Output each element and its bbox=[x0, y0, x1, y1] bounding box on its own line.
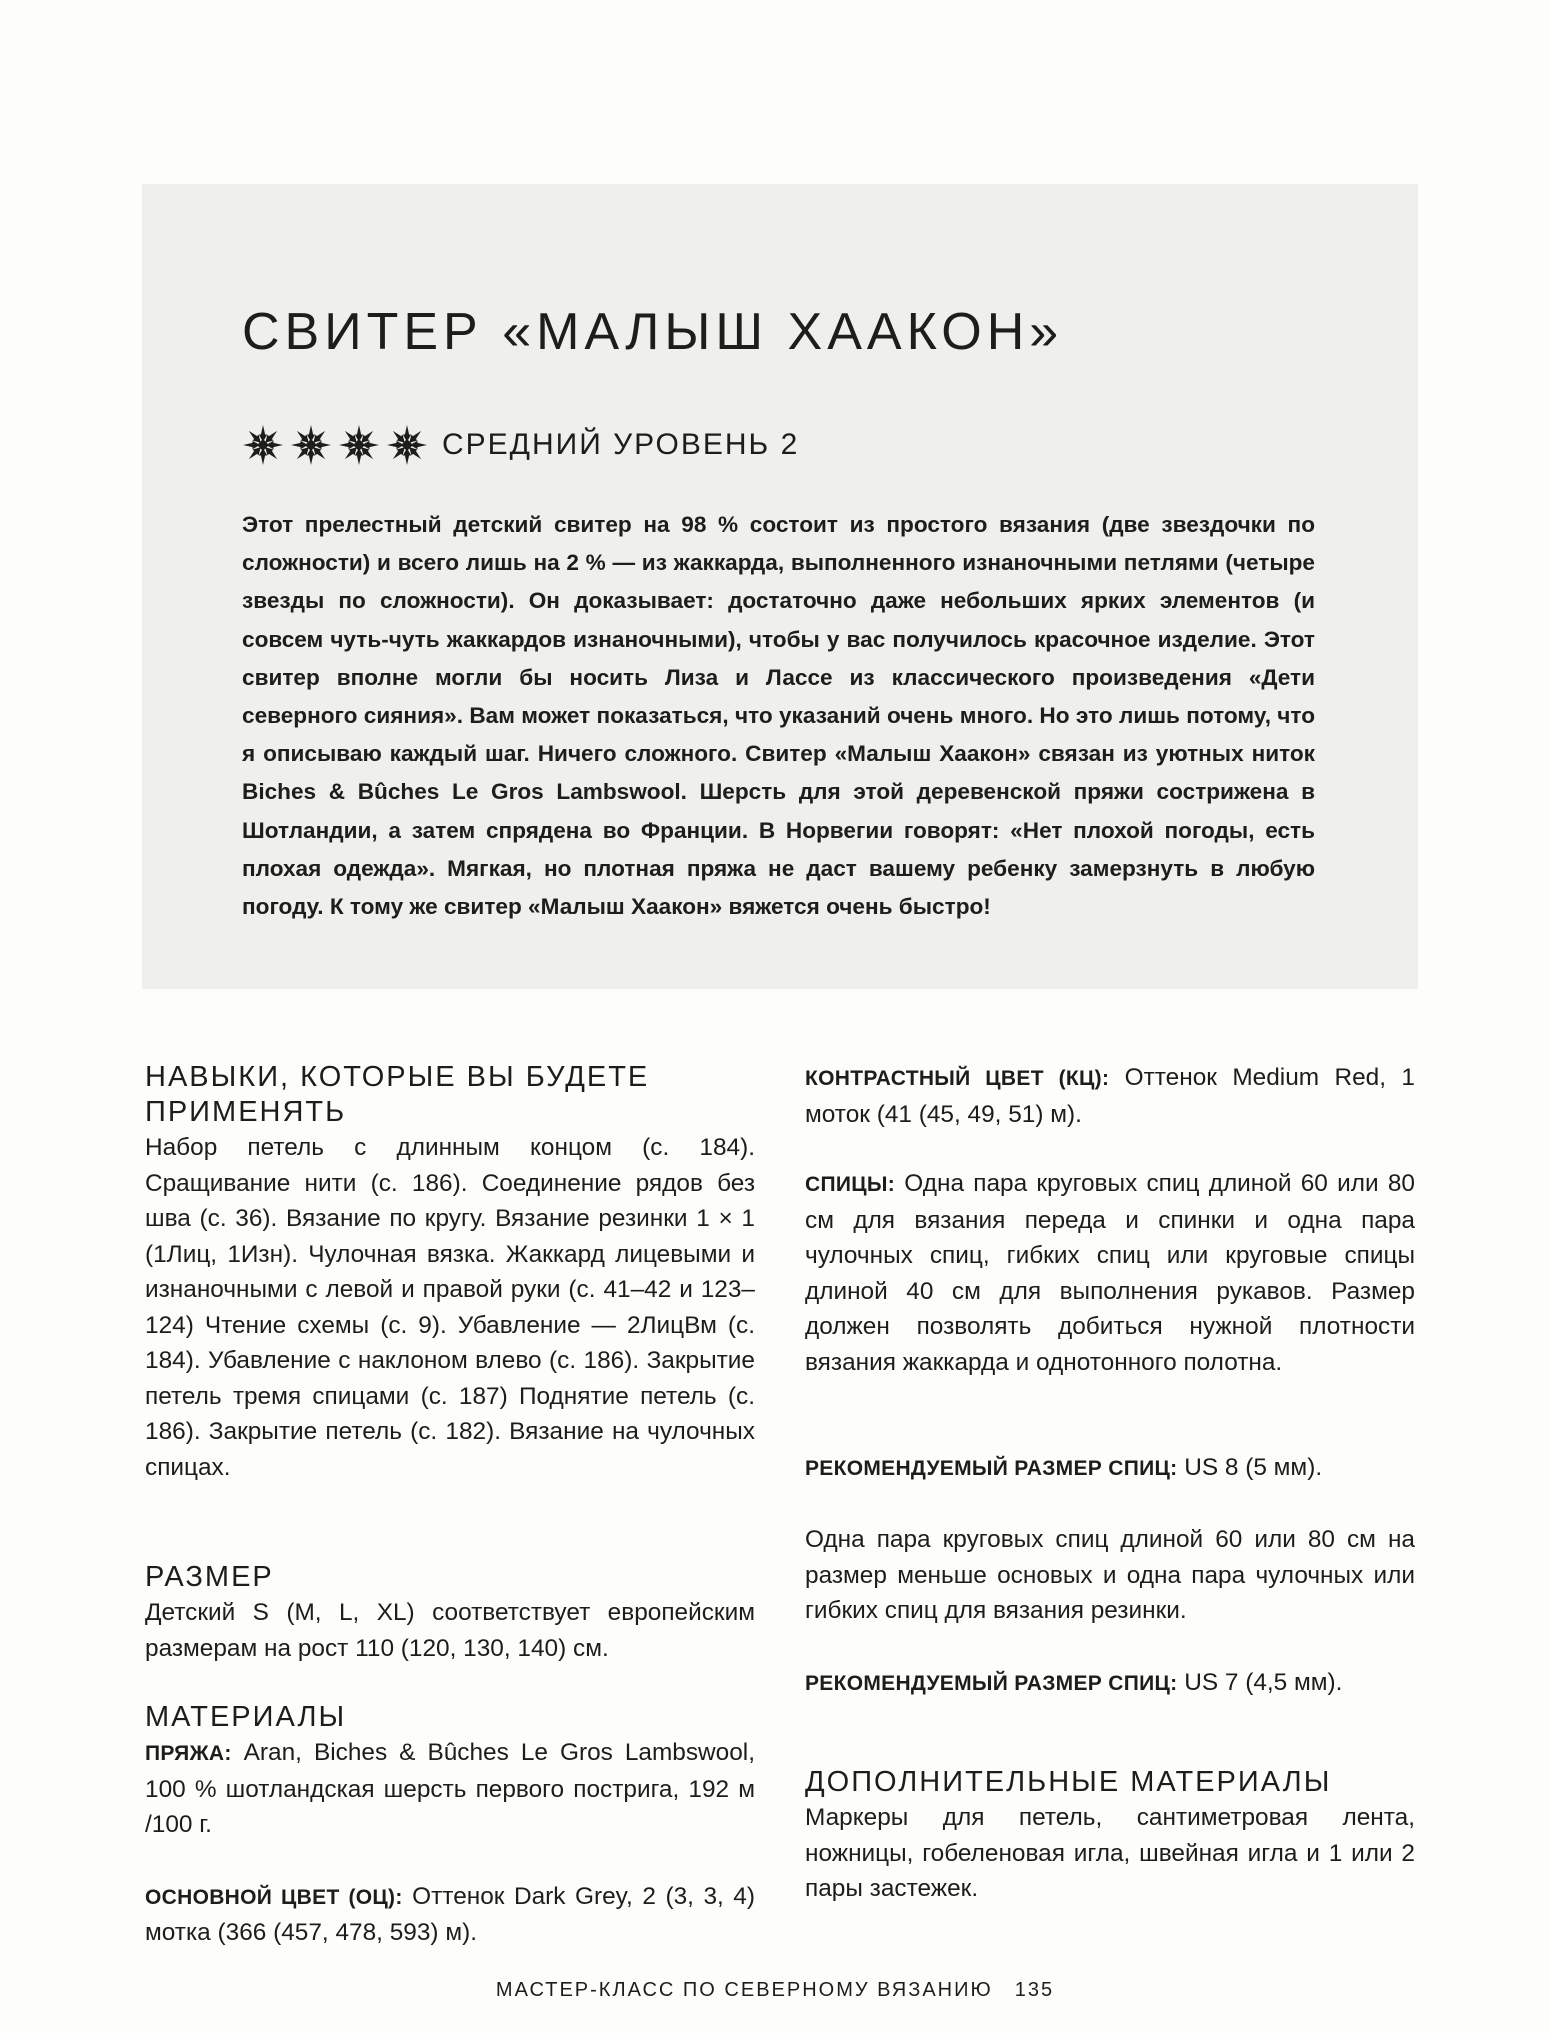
rec-size-1-label: РЕКОМЕНДУЕМЫЙ РАЗМЕР СПИЦ: bbox=[805, 1457, 1178, 1480]
main-color-paragraph bbox=[145, 1879, 755, 1951]
contrast-color-paragraph bbox=[805, 1060, 1415, 1132]
contrast-section bbox=[805, 1060, 1415, 1132]
main-color-label: ОСНОВНОЙ ЦВЕТ (ОЦ): bbox=[145, 1885, 403, 1909]
extra-materials-text: Маркеры для петель, сантиметровая лента, ножницы, гобеленовая игла, швейная игла и 1 или 2 пары застежек. bbox=[805, 1804, 1415, 1902]
snowflake-star-icon bbox=[338, 424, 380, 466]
skills-heading-line-2: ПРИМЕНЯТЬ bbox=[145, 1096, 347, 1128]
skills-section bbox=[145, 1060, 755, 1485]
difficulty-stars bbox=[242, 424, 428, 466]
rec-size-2-paragraph bbox=[805, 1665, 1415, 1702]
size-text: Детский S (M, L, XL) соответствует европейским размерам на рост 110 (120, 130, 140) см. bbox=[145, 1599, 755, 1662]
book-title: МАСТЕР-КЛАСС ПО СЕВЕРНОМУ ВЯЗАНИЮ bbox=[495, 1979, 993, 2001]
needles-label: СПИЦЫ: bbox=[805, 1173, 896, 1196]
skills-heading-line-1: НАВЫКИ, КОТОРЫЕ ВЫ БУДЕТЕ bbox=[145, 1061, 650, 1093]
yarn-paragraph bbox=[145, 1735, 755, 1843]
pair-text: Одна пара круговых спиц длиной 60 или 80 см на размер меньше основых и одна пара чулочных или гибких спиц для вязания резинки. bbox=[805, 1526, 1415, 1624]
intro-paragraph: Этот прелестный детский свитер на 98 % состоит из простого вязания (две звездочки по сложности) и всего лишь на 2 % — из жаккарда, выполненного изнаночными петлями (четыре звезды по сложности). Он доказывает: достаточно даже небольших ярких элементов (и совсем чуть-чуть жаккардов изнаночными), чтобы у вас получилось красочное изделие. Этот свитер вполне могли бы носить Лиза и Лассе из классического произведения «Дети северного сияния». Вам может показаться, что указаний очень много. Но это лишь потому, что я описываю каждый шаг. Ничего сложного. Свитер «Малыш Хаакон» связан из уютных ниток Biches & Bûches Le Gros Lambswool. Шерсть для этой деревенской пряжи сострижена в Шотландии, а затем спрядена во Франции. В Норвегии говорят: «Нет плохой погоды, есть плохая одежда». Мягкая, но плотная пряжа не даст вашему ребенку замерзнуть в любую погоду. К тому же свитер «Малыш Хаакон» вяжется очень быстро! bbox=[242, 512, 1315, 920]
rec-size-1-section bbox=[805, 1450, 1415, 1487]
needles-section bbox=[805, 1166, 1415, 1380]
rec-size-2-label: РЕКОМЕНДУЕМЫЙ РАЗМЕР СПИЦ: bbox=[805, 1672, 1178, 1695]
skills-heading bbox=[145, 1060, 755, 1130]
rec-size-1-text: US 8 (5 мм). bbox=[1177, 1454, 1323, 1481]
contrast-color-label: КОНТРАСТНЫЙ ЦВЕТ (КЦ): bbox=[805, 1067, 1110, 1090]
snowflake-star-icon bbox=[242, 424, 284, 466]
snowflake-star-icon bbox=[386, 424, 428, 466]
size-section bbox=[145, 1560, 755, 1666]
difficulty-level bbox=[242, 424, 799, 466]
rec-size-1-paragraph bbox=[805, 1450, 1415, 1487]
intro-box bbox=[142, 184, 1418, 989]
skills-text: Набор петель с длинным концом (с. 184). Сращивание нити (с. 186). Соединение рядов без шва (с. 36). Вязание по кругу. Вязание резинки 1 × 1 (1Лиц, 1Изн). Чулочная вязка. Жаккард лицевыми и изнаночными с левой и правой руки (с. 41–42 и 123–124) Чтение схемы (с. 9). Убавление — 2ЛицВм (с. 184). Убавление с наклоном влево (с. 186). Закрытие петель тремя спицами (с. 187) Поднятие петель (с. 186). Закрытие петель (с. 182). Вязание на чулочных спицах. bbox=[145, 1134, 755, 1481]
rec-size-2-text: US 7 (4,5 мм). bbox=[1177, 1669, 1343, 1696]
materials-heading: МАТЕРИАЛЫ bbox=[145, 1701, 347, 1733]
yarn-text: Aran, Biches & Bûches Le Gros Lambswool, 100 % шотландская шерсть первого пострига, 192 м /100 г. bbox=[145, 1739, 755, 1838]
contrast-color-text: Оттенок Medium Red, 1 моток (41 (45, 49, 51) м). bbox=[805, 1064, 1415, 1128]
needles-text: Одна пара круговых спиц длиной 60 или 80 см для вязания переда и спинки и одна пара чулочных спиц, гибких спиц или круговые спицы длиной 40 см для выполнения рукавов. Размер должен позволять добиться нужной плотности вязания жаккарда и однотонного полотна. bbox=[805, 1170, 1415, 1376]
yarn-label: ПРЯЖА: bbox=[145, 1742, 232, 1765]
snowflake-star-icon bbox=[290, 424, 332, 466]
size-heading: РАЗМЕР bbox=[145, 1561, 274, 1593]
page-footer bbox=[0, 1979, 1550, 2002]
page-title: СВИТЕР «МАЛЫШ ХААКОН» bbox=[242, 303, 1064, 361]
needles-paragraph bbox=[805, 1166, 1415, 1380]
page-number: 135 bbox=[1014, 1979, 1055, 2001]
extra-materials-section bbox=[805, 1765, 1415, 1907]
difficulty-label: СРЕДНИЙ УРОВЕНЬ 2 bbox=[442, 428, 800, 461]
rec-size-2-section bbox=[805, 1665, 1415, 1702]
main-color-text: Оттенок Dark Grey, 2 (3, 3, 4) мотка (366 (457, 478, 593) м). bbox=[145, 1882, 755, 1946]
extra-materials-heading: ДОПОЛНИТЕЛЬНЫЕ МАТЕРИАЛЫ bbox=[805, 1766, 1332, 1798]
materials-section bbox=[145, 1700, 755, 1951]
pair-section bbox=[805, 1522, 1415, 1629]
